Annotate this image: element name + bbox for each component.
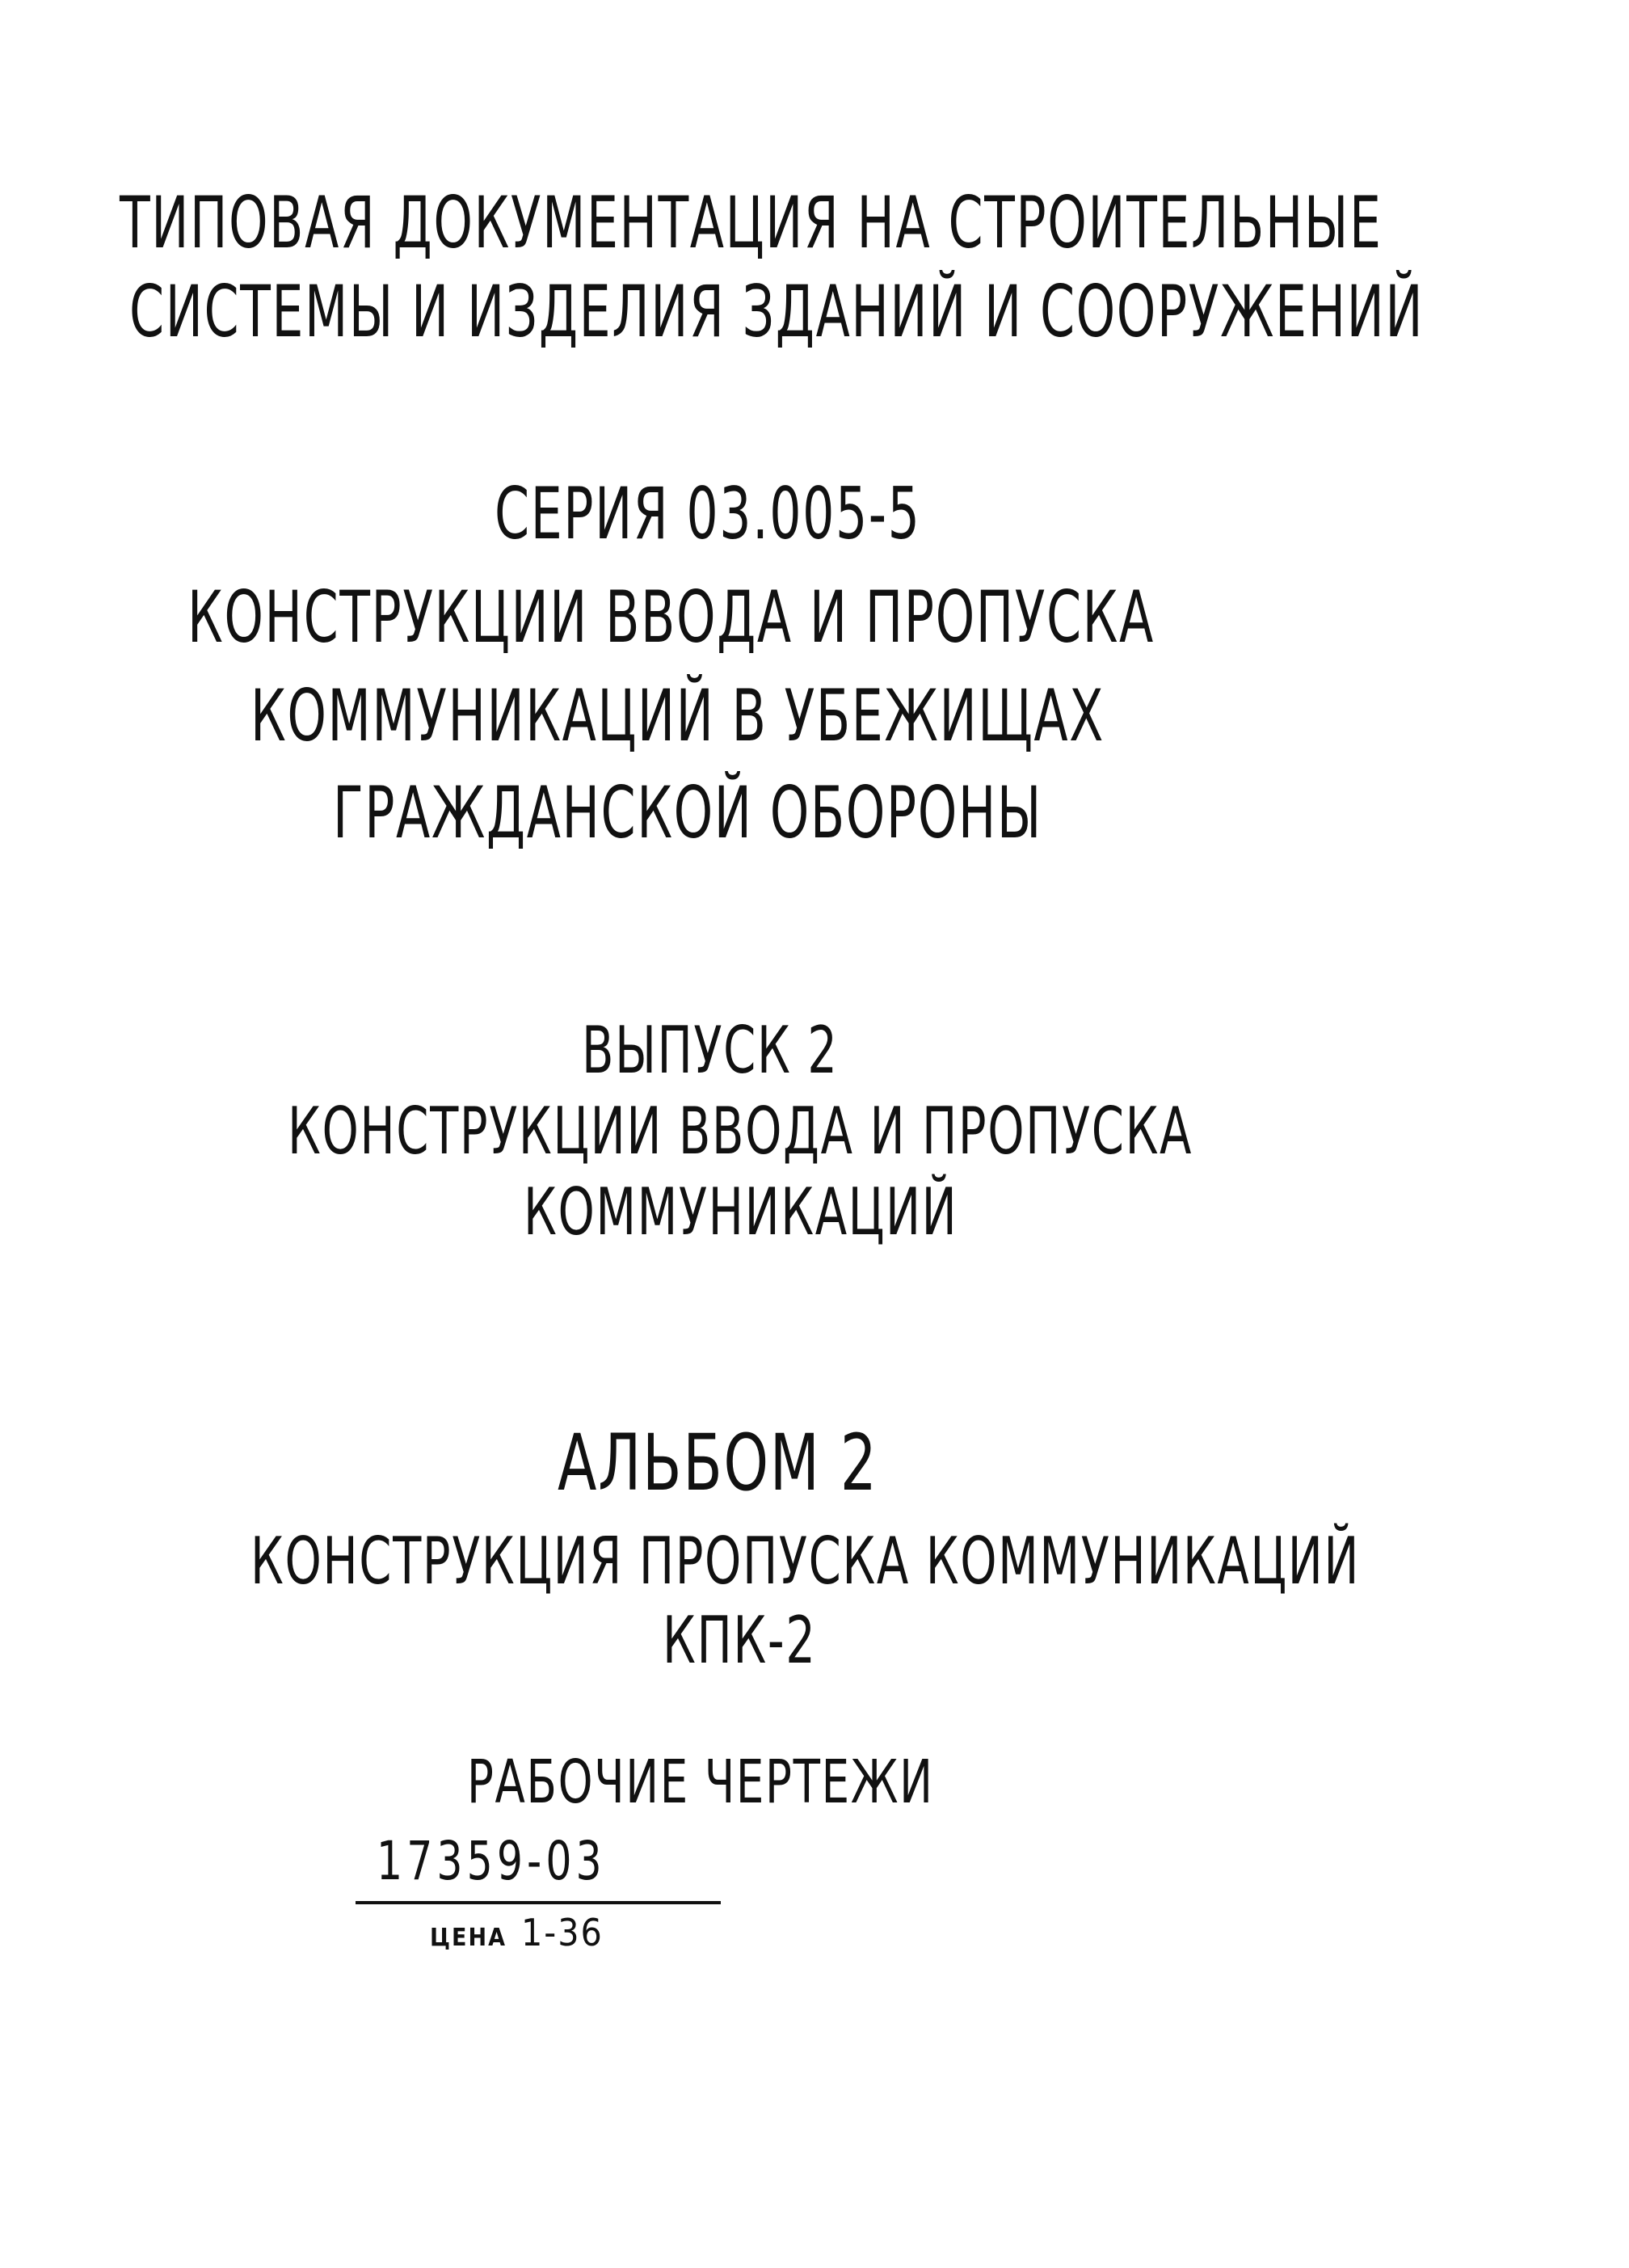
issue-title-line-1: КОНСТРУКЦИИ ВВОДА И ПРОПУСКА xyxy=(288,1094,1193,1169)
series-title-line-2: КОММУНИКАЦИЙ В УБЕЖИЩАХ xyxy=(250,674,1105,757)
price-label: ЦЕНА xyxy=(430,1924,507,1952)
price-row xyxy=(430,1911,604,1954)
album-title-line-2: КПК-2 xyxy=(663,1603,817,1678)
doc-header-line-2: СИСТЕМЫ И ИЗДЕЛИЯ ЗДАНИЙ И СООРУЖЕНИЙ xyxy=(129,270,1425,353)
number-underline xyxy=(356,1901,721,1904)
price-value: 1-36 xyxy=(520,1911,604,1954)
drawings-type: РАБОЧИЕ ЧЕРТЕЖИ xyxy=(467,1747,934,1817)
album-label: АЛЬБОМ 2 xyxy=(558,1418,878,1508)
series-code: СЕРИЯ 03.005-5 xyxy=(495,472,921,555)
doc-header-line-1: ТИПОВАЯ ДОКУМЕНТАЦИЯ НА СТРОИТЕЛЬНЫЕ xyxy=(120,181,1383,264)
issue-title-line-2: КОММУНИКАЦИЙ xyxy=(524,1174,958,1250)
document-number: 17359-03 xyxy=(377,1830,606,1892)
issue-label: ВЫПУСК 2 xyxy=(582,1013,839,1088)
series-title-line-1: КОНСТРУКЦИИ ВВОДА И ПРОПУСКА xyxy=(187,575,1155,659)
series-title-line-3: ГРАЖДАНСКОЙ ОБОРОНЫ xyxy=(333,771,1042,854)
album-title-line-1: КОНСТРУКЦИЯ ПРОПУСКА КОММУНИКАЦИЙ xyxy=(250,1524,1361,1599)
